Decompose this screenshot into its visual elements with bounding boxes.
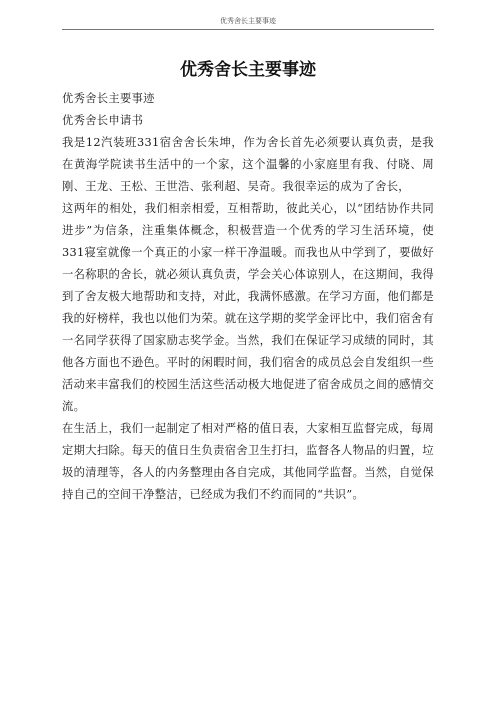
subtitle-line: 优秀舍长主要事迹 [62, 92, 155, 105]
paragraph-life: 在生活上，我们一起制定了相对严格的值日表，大家相互监督完成，每周定期大扫除。每天的值日生负责宿舍卫生打扫，监督各人物品的归置，垃圾的清理等，各人的内务整理由各自完成，其他同学监督。当然，自觉保持自己的空间干净整洁，已经成为我们不约而同的“共识”。 [62, 422, 434, 501]
paragraph-study: 这两年的相处，我们相亲相爱，互相帮助，彼此关心，以“团结协作共同进步”为信条，注重集体概念，积极营造一个优秀的学习生活环境，使331寝室就像一个真正的小家一样干净温暖。而我也从中学到了，要做好一名称职的舍长，就必须认真负责，学会关心体谅别人，在这期间，我得到了舍友极大地帮助和支持，对此，我满怀感激。在学习方面，他们都是我的好榜样，我也以他们为荣。就在这学期的奖学金评比中，我们宿舍有一名同学获得了国家励志奖学金。当然，我们在保证学习成绩的同时，其他各方面也不逊色。平时的闲暇时间，我们宿舍的成员总会自发组织一些活动来丰富我们的校园生活这些活动极大地促进了宿舍成员之间的感情交流。 [62, 202, 434, 413]
document-body [62, 58, 434, 506]
paragraph-intro: 我是12汽装班331宿舍舍长朱坤，作为舍长首先必须要认真负责，是我在黄海学院读书生活中的一个家，这个温馨的小家庭里有我、付晓、周刚、王龙、王松、王世浩、张利超、吴奇。我很幸运的成为了舍长， [62, 136, 434, 193]
header-divider [62, 29, 434, 30]
running-header: 优秀舍长主要事迹 [220, 17, 276, 25]
document-title: 优秀舍长主要事迹 [180, 60, 316, 80]
subtitle-line-application: 优秀舍长申请书 [62, 114, 144, 127]
